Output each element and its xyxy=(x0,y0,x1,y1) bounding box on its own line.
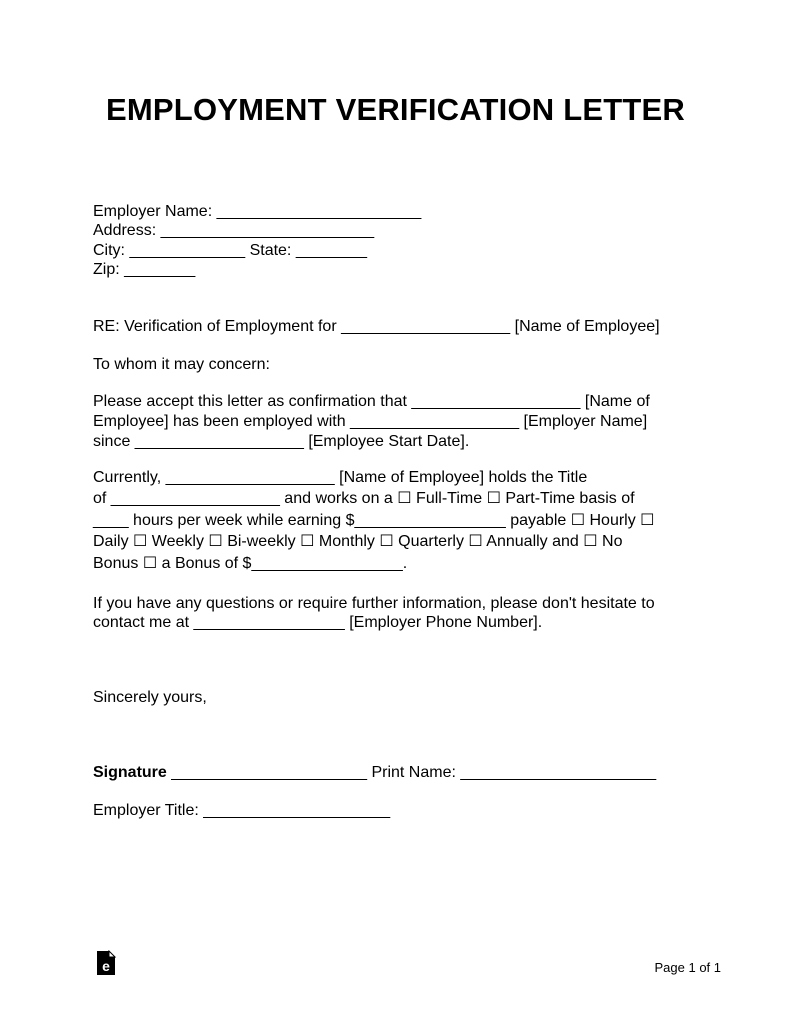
city-state-field: City: _____________ State: ________ xyxy=(93,242,368,259)
paragraph1-line2: Employee] has been employed with ___________________ [Employer Name] xyxy=(93,413,648,430)
document-title: EMPLOYMENT VERIFICATION LETTER xyxy=(106,92,685,127)
paragraph2-line3: ____ hours per week while earning $_________________ payable ☐ Hourly ☐ xyxy=(93,512,655,529)
re-line: RE: Verification of Employment for ___________________ [Name of Employee] xyxy=(93,318,660,335)
paragraph2-line4: Daily ☐ Weekly ☐ Bi-weekly ☐ Monthly ☐ Quarterly ☐ Annually and ☐ No xyxy=(93,533,623,550)
closing: Sincerely yours, xyxy=(93,689,207,706)
eforms-logo-icon xyxy=(96,950,116,976)
paragraph1-line3: since ___________________ [Employee Start Date]. xyxy=(93,433,470,450)
zip-field: Zip: ________ xyxy=(93,261,196,278)
address-field: Address: ________________________ xyxy=(93,222,375,239)
employer-title-field: Employer Title: _____________________ xyxy=(93,802,391,819)
paragraph2-line1: Currently, ___________________ [Name of Employee] holds the Title xyxy=(93,469,588,486)
signature-label: Signature xyxy=(93,764,167,781)
paragraph1-line1: Please accept this letter as confirmation that ___________________ [Name of xyxy=(93,393,650,410)
paragraph3-line1: If you have any questions or require further information, please don't hesitate to xyxy=(93,595,655,612)
signature-line xyxy=(93,763,656,783)
signature-print-name-fields: ______________________ Print Name: ______________________ xyxy=(166,764,657,781)
paragraph3-line2: contact me at _________________ [Employer Phone Number]. xyxy=(93,614,543,631)
svg-text:e: e xyxy=(102,958,110,974)
employer-name-field: Employer Name: _______________________ xyxy=(93,203,422,220)
salutation: To whom it may concern: xyxy=(93,356,270,373)
paragraph2-line2: of ___________________ and works on a ☐ Full-Time ☐ Part-Time basis of xyxy=(93,490,635,507)
paragraph2-line5: Bonus ☐ a Bonus of $_________________. xyxy=(93,555,408,572)
page-number: Page 1 of 1 xyxy=(654,960,721,975)
